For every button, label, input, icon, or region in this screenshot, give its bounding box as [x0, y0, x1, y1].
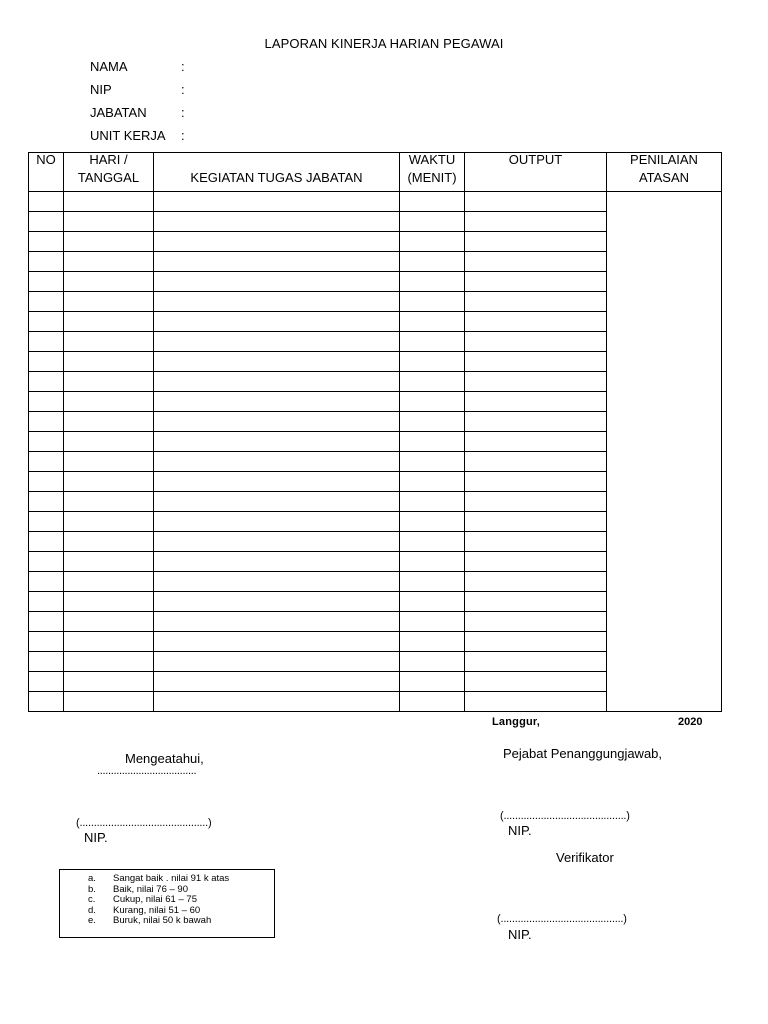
cell-no[interactable] — [29, 572, 64, 592]
rating-legend — [59, 869, 275, 938]
field-label-unit-kerja: UNIT KERJA — [90, 128, 166, 143]
cell-time[interactable] — [400, 312, 465, 332]
performance-table — [28, 152, 722, 712]
legend-text: Sangat baik . nilai 91 k atas — [113, 873, 230, 884]
cell-day-date[interactable] — [64, 512, 154, 532]
cell-output[interactable] — [465, 492, 607, 512]
cell-output[interactable] — [465, 192, 607, 212]
cell-time[interactable] — [400, 472, 465, 492]
cell-output[interactable] — [465, 632, 607, 652]
cell-activity[interactable] — [154, 652, 400, 672]
cell-no[interactable] — [29, 332, 64, 352]
cell-day-date[interactable] — [64, 532, 154, 552]
cell-time[interactable] — [400, 332, 465, 352]
acknowledge-nip: NIP. — [84, 830, 108, 845]
legend-letter: b. — [88, 883, 96, 895]
cell-time[interactable] — [400, 192, 465, 212]
legend-item — [60, 916, 274, 927]
cell-activity[interactable] — [154, 612, 400, 632]
cell-day-date[interactable] — [64, 292, 154, 312]
header-no: NO — [29, 153, 64, 192]
cell-activity[interactable] — [154, 392, 400, 412]
legend-letter: a. — [88, 873, 96, 884]
legend-text: Cukup, nilai 61 – 75 — [113, 894, 197, 906]
cell-time[interactable] — [400, 672, 465, 692]
cell-output[interactable] — [465, 452, 607, 472]
cell-no[interactable] — [29, 452, 64, 472]
cell-time[interactable] — [400, 212, 465, 232]
cell-output[interactable] — [465, 692, 607, 712]
legend-letter: d. — [88, 904, 96, 916]
cell-time[interactable] — [400, 612, 465, 632]
cell-activity[interactable] — [154, 492, 400, 512]
cell-activity[interactable] — [154, 192, 400, 212]
cell-no[interactable] — [29, 592, 64, 612]
verifier-name-line: (...........................................) — [497, 913, 627, 925]
cell-day-date[interactable] — [64, 412, 154, 432]
cell-time[interactable] — [400, 272, 465, 292]
field-label-jabatan: JABATAN — [90, 105, 147, 120]
cell-no[interactable] — [29, 672, 64, 692]
table-row — [29, 192, 722, 212]
cell-activity[interactable] — [154, 352, 400, 372]
cell-day-date[interactable] — [64, 632, 154, 652]
cell-no[interactable] — [29, 232, 64, 252]
cell-day-date[interactable] — [64, 372, 154, 392]
cell-no[interactable] — [29, 552, 64, 572]
table-body — [29, 192, 722, 712]
cell-output[interactable] — [465, 552, 607, 572]
cell-activity[interactable] — [154, 272, 400, 292]
cell-no[interactable] — [29, 212, 64, 232]
cell-activity[interactable] — [154, 332, 400, 352]
cell-time[interactable] — [400, 252, 465, 272]
cell-output[interactable] — [465, 472, 607, 492]
acknowledge-title-line: .................................... — [97, 765, 197, 777]
cell-time[interactable] — [400, 592, 465, 612]
cell-no[interactable] — [29, 272, 64, 292]
cell-day-date[interactable] — [64, 192, 154, 212]
cell-assessment[interactable] — [607, 192, 722, 712]
cell-output[interactable] — [465, 372, 607, 392]
official-name-line: (...........................................) — [500, 810, 630, 822]
cell-no[interactable] — [29, 632, 64, 652]
cell-day-date[interactable] — [64, 692, 154, 712]
cell-activity[interactable] — [154, 412, 400, 432]
cell-output[interactable] — [465, 532, 607, 552]
cell-no[interactable] — [29, 252, 64, 272]
cell-no[interactable] — [29, 372, 64, 392]
field-label-nip: NIP — [90, 82, 112, 97]
cell-activity[interactable] — [154, 592, 400, 612]
cell-activity[interactable] — [154, 452, 400, 472]
cell-output[interactable] — [465, 292, 607, 312]
acknowledge-name-line: (.............................................) — [76, 817, 212, 829]
cell-output[interactable] — [465, 592, 607, 612]
cell-no[interactable] — [29, 512, 64, 532]
legend-letter: e. — [88, 915, 96, 927]
cell-day-date[interactable] — [64, 652, 154, 672]
header-time: WAKTU (MENIT) — [400, 153, 465, 192]
cell-activity[interactable] — [154, 572, 400, 592]
cell-day-date[interactable] — [64, 392, 154, 412]
acknowledge-label: Mengeatahui, — [125, 751, 204, 766]
cell-time[interactable] — [400, 372, 465, 392]
cell-day-date[interactable] — [64, 352, 154, 372]
header-day-date: HARI / TANGGAL — [64, 153, 154, 192]
cell-time[interactable] — [400, 532, 465, 552]
cell-time[interactable] — [400, 292, 465, 312]
legend-letter: c. — [88, 894, 96, 906]
cell-time[interactable] — [400, 352, 465, 372]
cell-no[interactable] — [29, 432, 64, 452]
cell-day-date[interactable] — [64, 592, 154, 612]
cell-no[interactable] — [29, 492, 64, 512]
cell-activity[interactable] — [154, 552, 400, 572]
cell-day-date[interactable] — [64, 612, 154, 632]
cell-day-date[interactable] — [64, 552, 154, 572]
cell-activity[interactable] — [154, 232, 400, 252]
cell-activity[interactable] — [154, 692, 400, 712]
header-output: OUTPUT — [465, 153, 607, 192]
cell-no[interactable] — [29, 652, 64, 672]
field-colon-nama: : — [181, 59, 185, 74]
cell-activity[interactable] — [154, 472, 400, 492]
cell-output[interactable] — [465, 352, 607, 372]
official-label: Pejabat Penanggungjawab, — [503, 746, 663, 761]
cell-day-date[interactable] — [64, 212, 154, 232]
cell-activity[interactable] — [154, 672, 400, 692]
cell-day-date[interactable] — [64, 272, 154, 292]
table-header-row — [29, 153, 722, 192]
cell-time[interactable] — [400, 492, 465, 512]
cell-output[interactable] — [465, 512, 607, 532]
cell-output[interactable] — [465, 252, 607, 272]
field-colon-nip: : — [181, 82, 185, 97]
official-nip: NIP. — [508, 823, 532, 838]
cell-day-date[interactable] — [64, 232, 154, 252]
verifier-nip: NIP. — [508, 927, 532, 942]
cell-activity[interactable] — [154, 212, 400, 232]
cell-time[interactable] — [400, 432, 465, 452]
signature-year: 2020 — [678, 716, 703, 728]
cell-time[interactable] — [400, 412, 465, 432]
cell-activity[interactable] — [154, 292, 400, 312]
cell-day-date[interactable] — [64, 252, 154, 272]
signature-place: Langgur, — [492, 716, 541, 728]
legend-text: Kurang, nilai 51 – 60 — [113, 904, 201, 916]
header-activity: KEGIATAN TUGAS JABATAN — [154, 153, 400, 192]
cell-activity[interactable] — [154, 372, 400, 392]
cell-output[interactable] — [465, 392, 607, 412]
cell-no[interactable] — [29, 532, 64, 552]
cell-time[interactable] — [400, 392, 465, 412]
cell-no[interactable] — [29, 412, 64, 432]
field-colon-jabatan: : — [181, 105, 185, 120]
cell-output[interactable] — [465, 232, 607, 252]
cell-time[interactable] — [400, 692, 465, 712]
cell-day-date[interactable] — [64, 472, 154, 492]
legend-text: Baik, nilai 76 – 90 — [113, 883, 188, 895]
cell-output[interactable] — [465, 312, 607, 332]
cell-no[interactable] — [29, 312, 64, 332]
legend-text: Buruk, nilai 50 k bawah — [113, 915, 212, 927]
cell-output[interactable] — [465, 652, 607, 672]
cell-activity[interactable] — [154, 532, 400, 552]
cell-time[interactable] — [400, 512, 465, 532]
cell-activity[interactable] — [154, 512, 400, 532]
cell-no[interactable] — [29, 612, 64, 632]
field-colon-unit-kerja: : — [181, 128, 185, 143]
cell-output[interactable] — [465, 212, 607, 232]
verifier-label: Verifikator — [556, 850, 614, 865]
legend-item — [60, 874, 274, 885]
cell-day-date[interactable] — [64, 672, 154, 692]
cell-activity[interactable] — [154, 312, 400, 332]
cell-time[interactable] — [400, 452, 465, 472]
cell-time[interactable] — [400, 652, 465, 672]
field-label-nama: NAMA — [90, 59, 128, 74]
cell-time[interactable] — [400, 572, 465, 592]
cell-day-date[interactable] — [64, 432, 154, 452]
cell-no[interactable] — [29, 192, 64, 212]
cell-day-date[interactable] — [64, 312, 154, 332]
cell-output[interactable] — [465, 412, 607, 432]
cell-day-date[interactable] — [64, 492, 154, 512]
cell-activity[interactable] — [154, 432, 400, 452]
header-assessment: PENILAIAN ATASAN — [607, 153, 722, 192]
cell-output[interactable] — [465, 572, 607, 592]
cell-activity[interactable] — [154, 632, 400, 652]
cell-day-date[interactable] — [64, 572, 154, 592]
document-title: LAPORAN KINERJA HARIAN PEGAWAI — [264, 36, 504, 51]
cell-time[interactable] — [400, 232, 465, 252]
cell-no[interactable] — [29, 692, 64, 712]
cell-activity[interactable] — [154, 252, 400, 272]
cell-no[interactable] — [29, 292, 64, 312]
cell-output[interactable] — [465, 612, 607, 632]
cell-no[interactable] — [29, 392, 64, 412]
cell-time[interactable] — [400, 552, 465, 572]
cell-no[interactable] — [29, 352, 64, 372]
cell-day-date[interactable] — [64, 332, 154, 352]
cell-time[interactable] — [400, 632, 465, 652]
cell-output[interactable] — [465, 332, 607, 352]
cell-no[interactable] — [29, 472, 64, 492]
cell-day-date[interactable] — [64, 452, 154, 472]
cell-output[interactable] — [465, 432, 607, 452]
cell-output[interactable] — [465, 272, 607, 292]
cell-output[interactable] — [465, 672, 607, 692]
